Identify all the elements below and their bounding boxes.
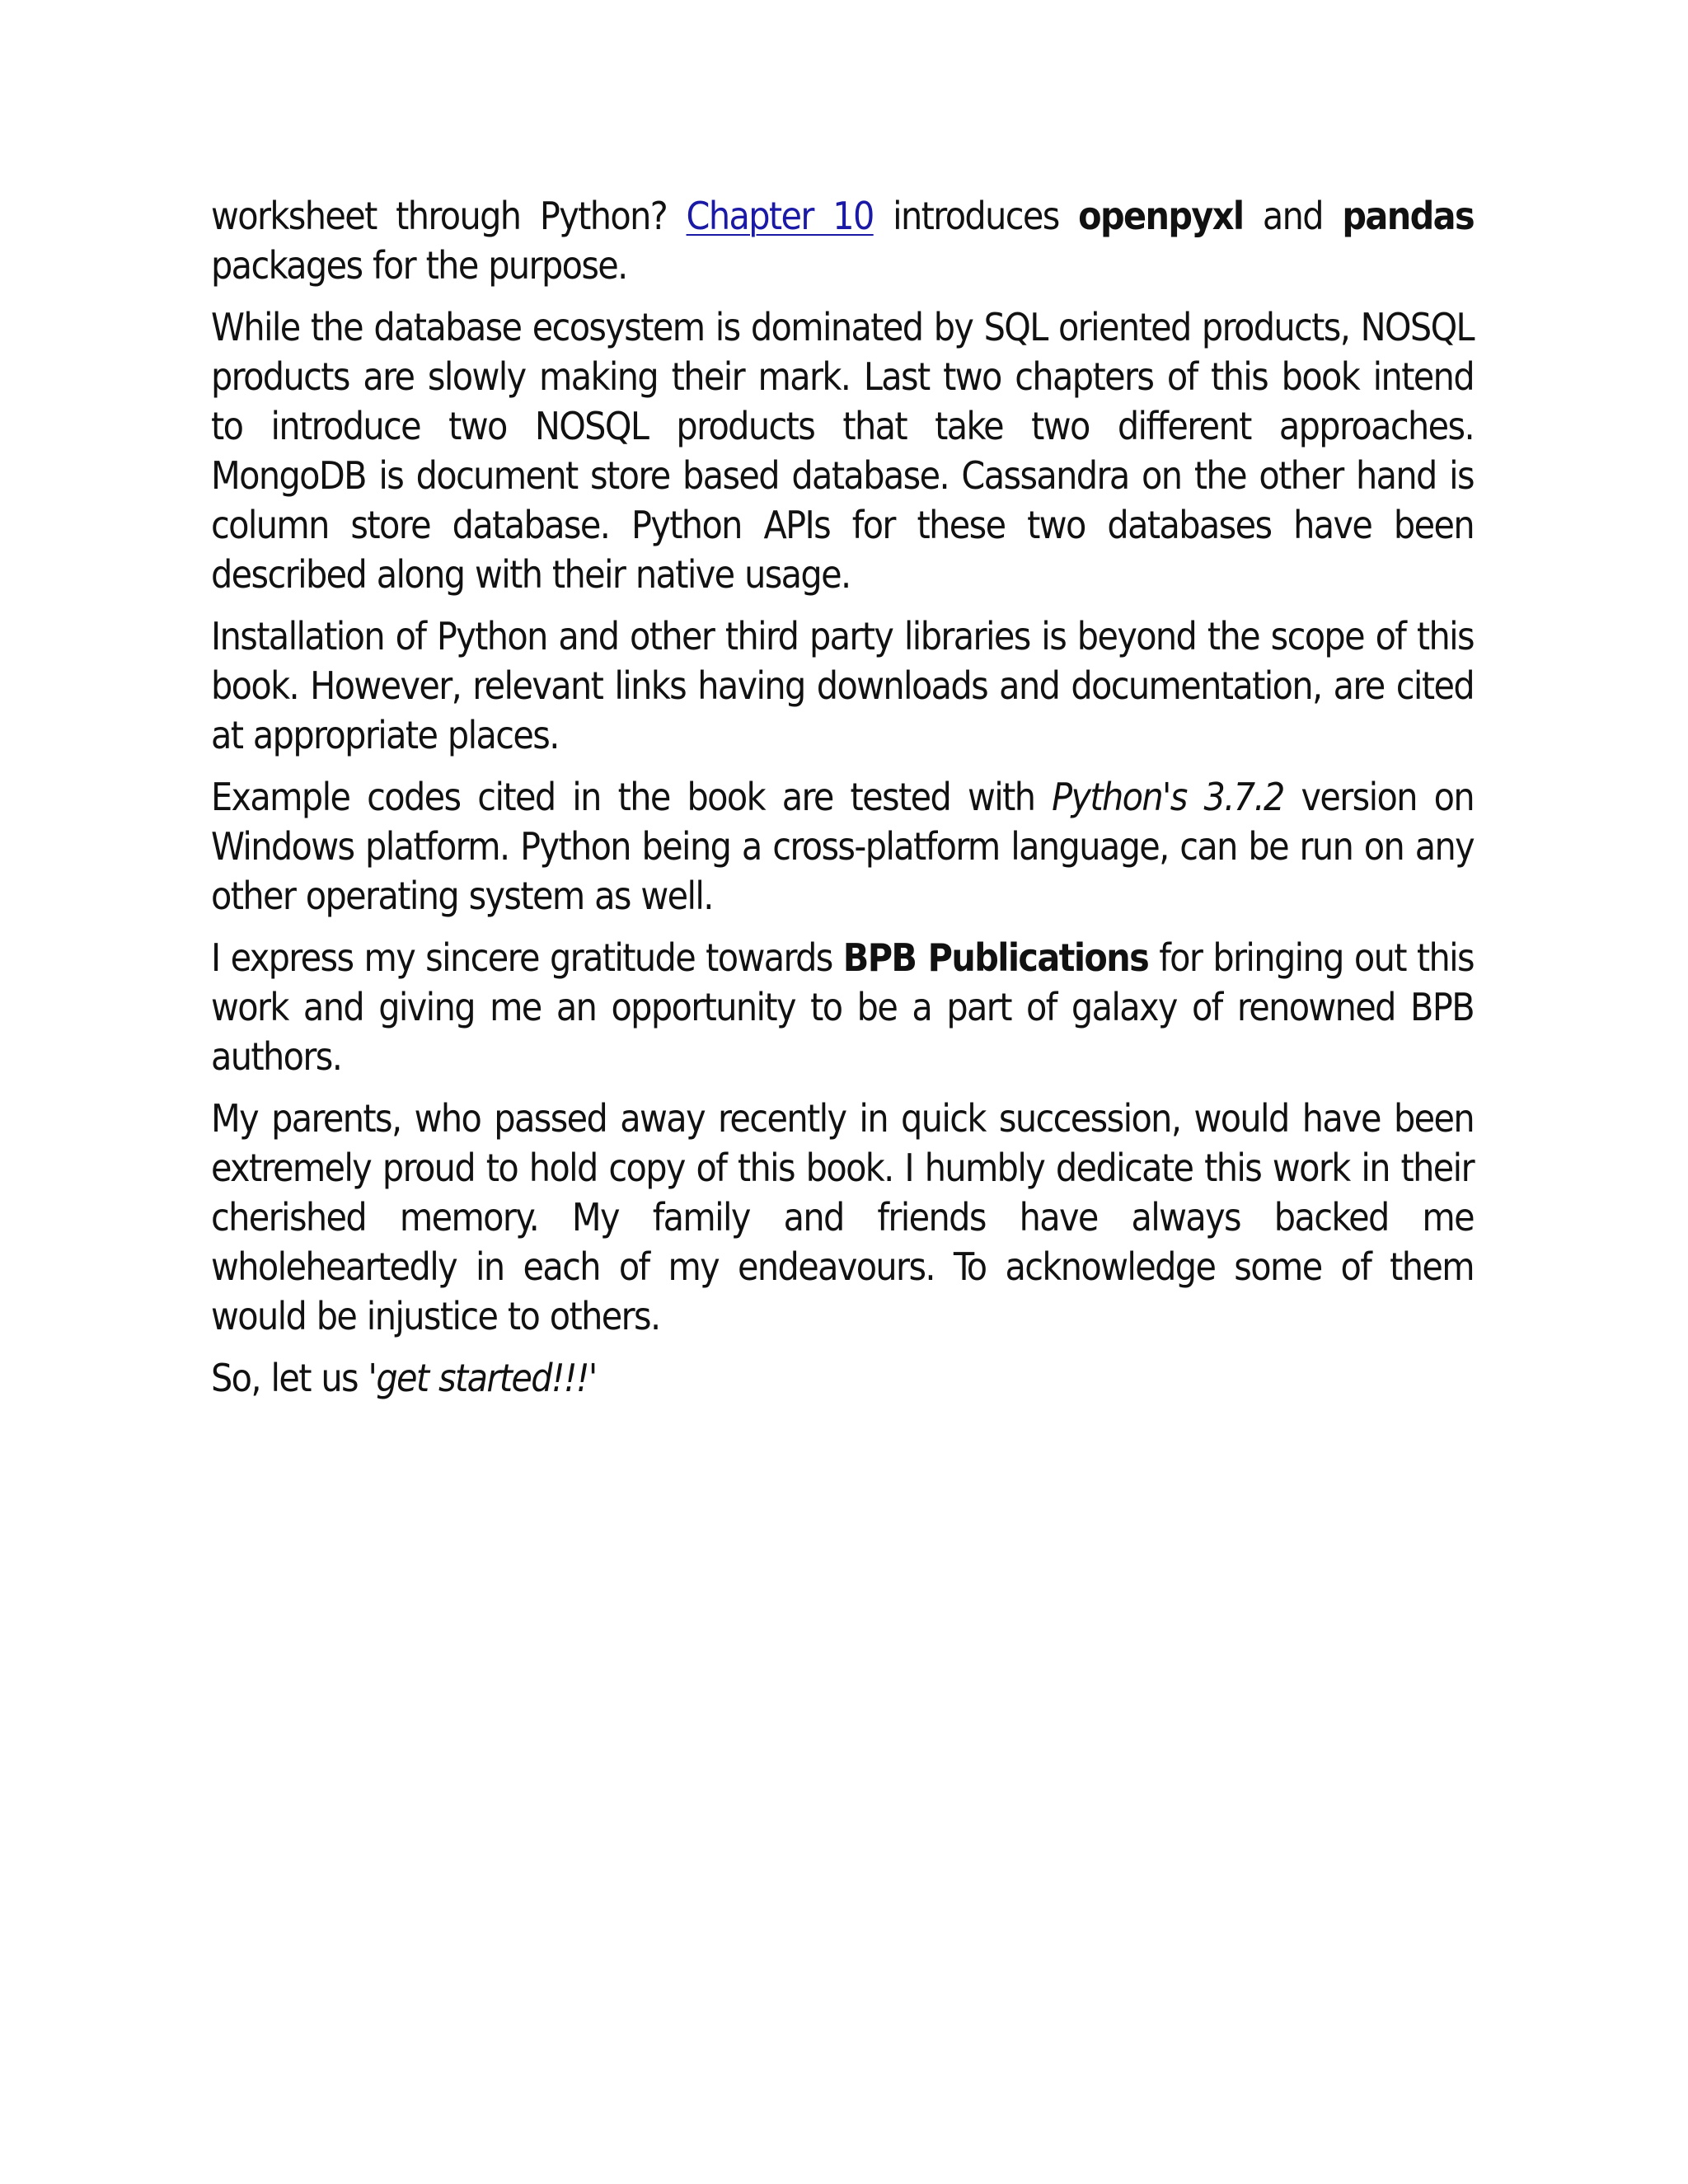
document-page: [211, 191, 1474, 1415]
get-started-phrase: get started!!!: [376, 1356, 588, 1400]
text-run: worksheet through Python?: [211, 194, 687, 238]
paragraph-5: [211, 933, 1474, 1081]
paragraph-3: Installation of Python and other third party libraries is beyond the scope of this book. However, relevant links having downloads and documentation, are cited at appropriate places.: [211, 614, 1474, 757]
text-run: version on Windows platform. Python being a cross-platform language, can be run on any other operating system as well.: [211, 775, 1474, 918]
openpyxl-term: openpyxl: [1078, 194, 1244, 238]
publisher-name: BPB Publications: [842, 935, 1149, 980]
text-run: Example codes cited in the book are tested with: [211, 775, 1053, 819]
paragraph-1: [211, 191, 1474, 290]
python-version-term: Python's 3.7.2: [1052, 775, 1284, 819]
text-run: for bringing out this work and giving me an opportunity to be a part of galaxy of renowned BPB authors.: [211, 935, 1474, 1079]
text-run: ': [588, 1356, 597, 1400]
text-run: and: [1243, 194, 1343, 238]
paragraph-6: My parents, who passed away recently in quick succession, would have been extremely proud to hold copy of this book. I humbly dedicate this work in their cherished memory. My family and friends have always backed me wholeheartedly in each of my endeavours. To acknowledge some of them would be injustice to others.: [211, 1096, 1474, 1338]
text-run: So, let us ': [211, 1356, 377, 1400]
text-run: introduces: [873, 194, 1079, 238]
pandas-term: pandas: [1342, 194, 1474, 238]
text-run: I express my sincere gratitude towards: [211, 935, 843, 980]
chapter-10-link[interactable]: Chapter 10: [686, 194, 874, 238]
paragraph-4: [211, 772, 1474, 921]
paragraph-2: While the database ecosystem is dominated by SQL oriented products, NOSQL products are slowly making their mark. Last two chapters of this book intend to introduce two NOSQL products that take two different approaches. MongoDB is document store based database. Cassandra on the other hand is column store database. Python APIs for these two databases have been described along with their native usage.: [211, 305, 1474, 597]
text-run: packages for the purpose.: [211, 243, 627, 288]
paragraph-7: [211, 1353, 1474, 1403]
